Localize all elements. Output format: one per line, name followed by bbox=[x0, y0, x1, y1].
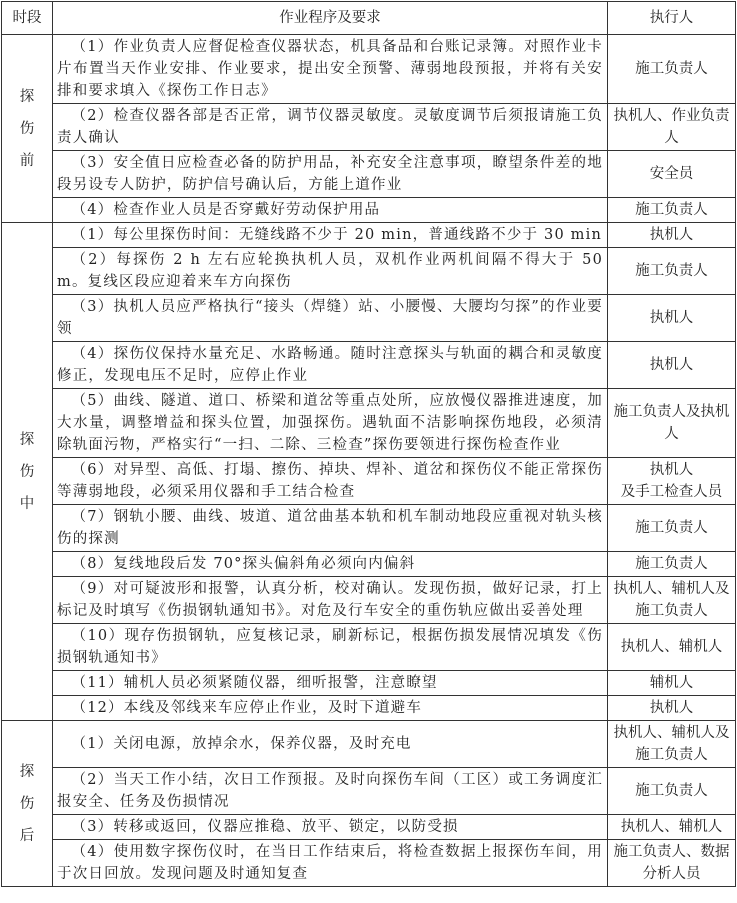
executor-cell: 施工负责人 bbox=[608, 198, 736, 223]
phase-char: 伤 bbox=[19, 795, 35, 812]
table-row bbox=[2, 768, 736, 815]
executor-cell: 执机人、作业负责人 bbox=[608, 104, 736, 151]
procedure-cell: （12）本线及邻线来车应停止作业，及时下道避车 bbox=[53, 696, 608, 721]
table-row bbox=[2, 198, 736, 223]
header-phase: 时段 bbox=[2, 2, 53, 35]
table-row bbox=[2, 552, 736, 577]
procedure-cell: （1）关闭电源，放掉余水，保养仪器，及时充电 bbox=[53, 721, 608, 768]
procedure-cell: （11）辅机人员必须紧随仪器，细听报警，注意瞭望 bbox=[53, 671, 608, 696]
executor-cell: 执机人 bbox=[608, 696, 736, 721]
table-row bbox=[2, 624, 736, 671]
phase-char: 中 bbox=[19, 495, 35, 512]
phase-cell bbox=[2, 35, 53, 223]
procedure-cell: （3）安全值日应检查必备的防护用品，补充安全注意事项，瞭望条件差的地段另设专人防护，防护信号确认后，方能上道作业 bbox=[53, 151, 608, 198]
executor-cell: 执机人 bbox=[608, 342, 736, 389]
procedure-cell: （1）作业负责人应督促检查仪器状态，机具备品和台账记录簿。对照作业卡片布置当天作业安排、作业要求，提出安全预警、薄弱地段预报，并将有关安排和要求填入《探伤工作日志》 bbox=[53, 35, 608, 104]
executor-cell: 安全员 bbox=[608, 151, 736, 198]
phase-char: 伤 bbox=[19, 120, 35, 137]
work-procedure-table bbox=[1, 1, 736, 887]
procedure-cell: （3）转移或返回，仪器应推稳、放平、锁定，以防受损 bbox=[53, 815, 608, 840]
executor-cell: 施工负责人 bbox=[608, 248, 736, 295]
table-row bbox=[2, 815, 736, 840]
table-row bbox=[2, 248, 736, 295]
executor-cell: 执机人 bbox=[608, 223, 736, 248]
phase-char: 后 bbox=[19, 827, 35, 844]
executor-cell: 施工负责人及执机人 bbox=[608, 389, 736, 458]
table-row bbox=[2, 458, 736, 505]
header-row bbox=[2, 2, 736, 35]
executor-cell: 施工负责人 bbox=[608, 35, 736, 104]
table-row bbox=[2, 721, 736, 768]
phase-cell bbox=[2, 721, 53, 887]
procedure-cell: （4）使用数字探伤仪时，在当日工作结束后，将检查数据上报探伤车间，用于次日回放。发现问题及时通知复查 bbox=[53, 840, 608, 887]
phase-char: 探 bbox=[19, 763, 35, 780]
procedure-cell: （4）探伤仪保持水量充足、水路畅通。随时注意探头与轨面的耦合和灵敏度修正，发现电压不足时，应停止作业 bbox=[53, 342, 608, 389]
phase-char: 伤 bbox=[19, 463, 35, 480]
table-row bbox=[2, 577, 736, 624]
header-executor: 执行人 bbox=[608, 2, 736, 35]
table-row bbox=[2, 151, 736, 198]
procedure-cell: （5）曲线、隧道、道口、桥梁和道岔等重点处所，应放慢仪器推进速度，加大水量，调整增益和探头位置，加强探伤。遇轨面不洁影响探伤地段，必须清除轨面污物，严格实行“一扫、二除、三检查”探伤要领进行探伤检查作业 bbox=[53, 389, 608, 458]
executor-cell: 辅机人 bbox=[608, 671, 736, 696]
table-row bbox=[2, 104, 736, 151]
header-procedure: 作业程序及要求 bbox=[53, 2, 608, 35]
table-row bbox=[2, 389, 736, 458]
table-row bbox=[2, 696, 736, 721]
procedure-cell: （8）复线地段后发 70°探头偏斜角必须向内偏斜 bbox=[53, 552, 608, 577]
procedure-cell: （4）检查作业人员是否穿戴好劳动保护用品 bbox=[53, 198, 608, 223]
table-row bbox=[2, 223, 736, 248]
table-row bbox=[2, 671, 736, 696]
phase-cell bbox=[2, 223, 53, 721]
executor-cell: 执机人、辅机人 bbox=[608, 815, 736, 840]
table-row bbox=[2, 505, 736, 552]
phase-char: 前 bbox=[19, 152, 35, 169]
executor-cell: 执机人、辅机人及施工负责人 bbox=[608, 577, 736, 624]
table-row bbox=[2, 840, 736, 887]
phase-char: 探 bbox=[19, 88, 35, 105]
executor-cell: 执机人、辅机人 bbox=[608, 624, 736, 671]
executor-cell: 施工负责人 bbox=[608, 505, 736, 552]
procedure-cell: （10）现存伤损钢轨，应复核记录，刷新标记，根据伤损发展情况填发《伤损钢轨通知书》 bbox=[53, 624, 608, 671]
procedure-cell: （9）对可疑波形和报警，认真分析，校对确认。发现伤损，做好记录，打上标记及时填写《伤损钢轨通知书》。对危及行车安全的重伤轨应做出妥善处理 bbox=[53, 577, 608, 624]
table-row bbox=[2, 342, 736, 389]
procedure-cell: （1）每公里探伤时间：无缝线路不少于 20 min，普通线路不少于 30 min bbox=[53, 223, 608, 248]
table-row bbox=[2, 295, 736, 342]
executor-cell: 执机人 及手工检查人员 bbox=[608, 458, 736, 505]
executor-cell: 施工负责人 bbox=[608, 552, 736, 577]
executor-cell: 执机人、辅机人及施工负责人 bbox=[608, 721, 736, 768]
phase-char: 探 bbox=[19, 431, 35, 448]
executor-cell: 施工负责人、数据分析人员 bbox=[608, 840, 736, 887]
executor-cell: 施工负责人 bbox=[608, 768, 736, 815]
table-row bbox=[2, 35, 736, 104]
procedure-cell: （7）钢轨小腰、曲线、坡道、道岔曲基本轨和机车制动地段应重视对轨头核伤的探测 bbox=[53, 505, 608, 552]
procedure-cell: （2）检查仪器各部是否正常，调节仪器灵敏度。灵敏度调节后须报请施工负责人确认 bbox=[53, 104, 608, 151]
procedure-cell: （2）每探伤 2 h 左右应轮换执机人员，双机作业两机间隔不得大于 50 m。复线区段应迎着来车方向探伤 bbox=[53, 248, 608, 295]
procedure-cell: （3）执机人员应严格执行“接头（焊缝）站、小腰慢、大腰均匀探”的作业要领 bbox=[53, 295, 608, 342]
procedure-cell: （2）当天工作小结，次日工作预报。及时向探伤车间（工区）或工务调度汇报安全、任务及伤损情况 bbox=[53, 768, 608, 815]
procedure-cell: （6）对异型、高低、打塌、擦伤、掉块、焊补、道岔和探伤仪不能正常探伤等薄弱地段，必须采用仪器和手工结合检查 bbox=[53, 458, 608, 505]
executor-cell: 执机人 bbox=[608, 295, 736, 342]
